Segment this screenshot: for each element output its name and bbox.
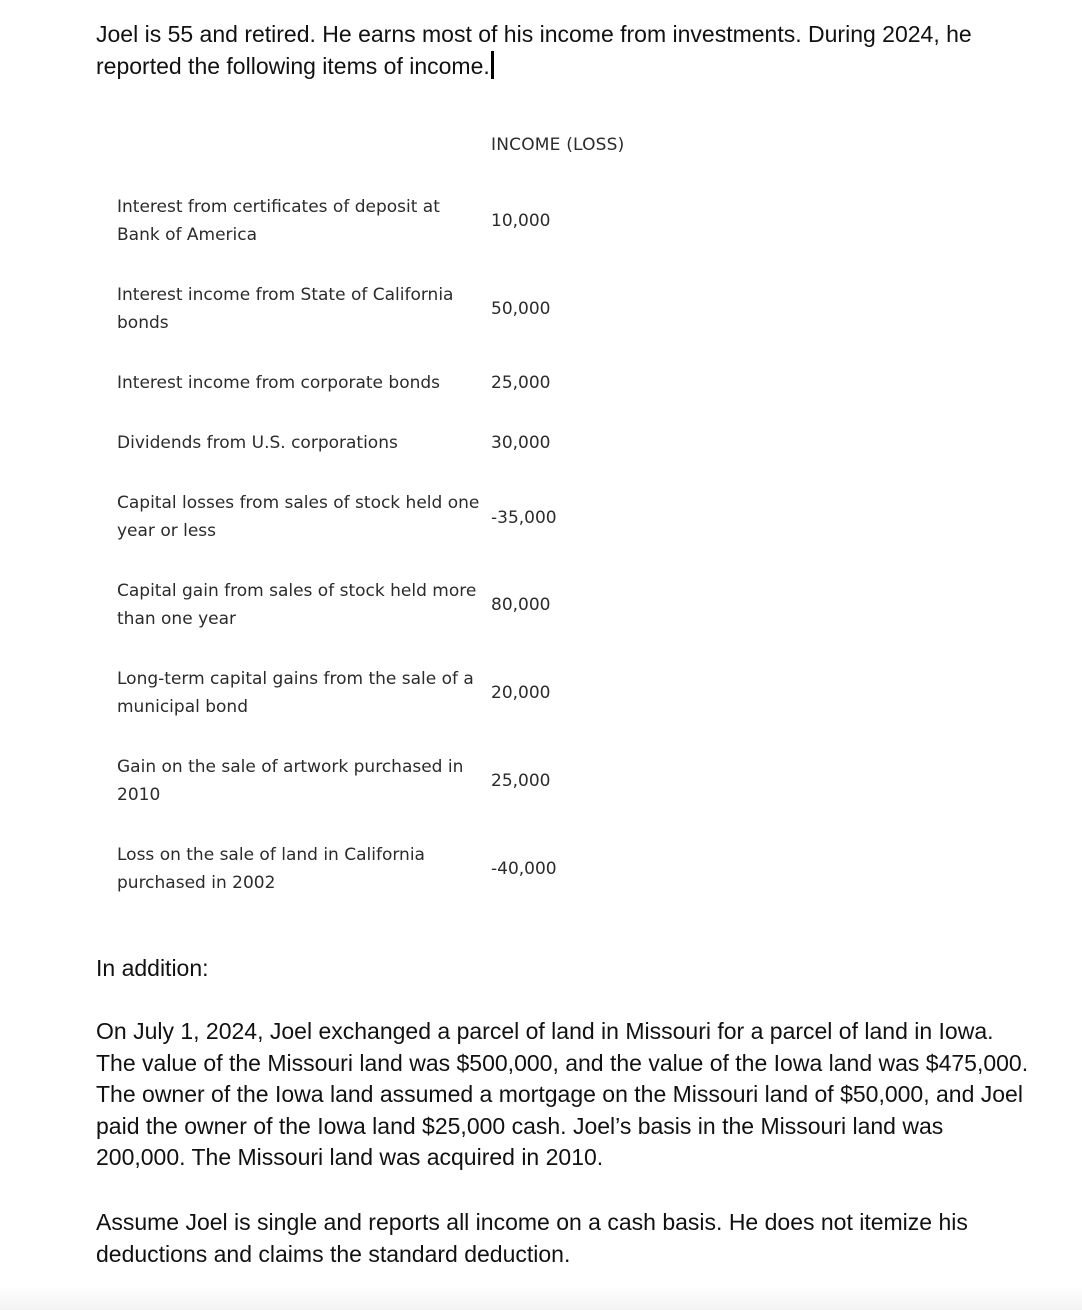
income-item-label: Long-term capital gains from the sale of a municipal bond	[117, 669, 474, 717]
income-item-value: 25,000	[491, 373, 551, 393]
intro-paragraph	[96, 19, 1036, 82]
income-item-label: Capital losses from sales of stock held one year or less	[117, 493, 480, 541]
land-exchange-paragraph: On July 1, 2024, Joel exchanged a parcel of land in Missouri for a parcel of land in Iowa. The value of the Missouri land was $500,000, and the value of the Iowa land was $475,000. The owner of the Iowa land assumed a mortgage on the Missouri land of $50,000, and Joel paid the owner of the Iowa land $25,000 cash. Joel’s basis in the Missouri land was 200,000. The Missouri land was acquired in 2010.	[96, 1018, 1029, 1170]
income-item-label: Interest income from corporate bonds	[117, 373, 441, 393]
in-addition-heading: In addition:	[96, 955, 209, 981]
income-item-value: 20,000	[491, 683, 551, 703]
bottom-edge-shade	[0, 1286, 1082, 1310]
income-column-header: INCOME (LOSS)	[491, 135, 625, 155]
text-cursor	[491, 51, 494, 79]
assumption-paragraph: Assume Joel is single and reports all income on a cash basis. He does not itemize his deductions and claims the standard deduction.	[96, 1209, 968, 1267]
income-item-value: 30,000	[491, 433, 551, 453]
income-item-label: Capital gain from sales of stock held more than one year	[117, 581, 477, 629]
income-item-value: 50,000	[491, 299, 551, 319]
income-item-value: 80,000	[491, 595, 551, 615]
income-item-label: Interest from certificates of deposit at Bank of America	[117, 197, 440, 245]
income-item-label: Gain on the sale of artwork purchased in 2010	[117, 757, 464, 805]
income-item-label: Loss on the sale of land in California purchased in 2002	[117, 845, 425, 893]
income-item-label: Dividends from U.S. corporations	[117, 433, 398, 453]
income-item-label: Interest income from State of California bonds	[117, 285, 454, 333]
income-item-value: 25,000	[491, 771, 551, 791]
income-item-value: -40,000	[491, 859, 557, 879]
income-item-value: -35,000	[491, 508, 557, 528]
intro-text: Joel is 55 and retired. He earns most of his income from investments. During 2024, he reported the following items of income.	[96, 21, 972, 79]
income-item-value: 10,000	[491, 211, 551, 231]
